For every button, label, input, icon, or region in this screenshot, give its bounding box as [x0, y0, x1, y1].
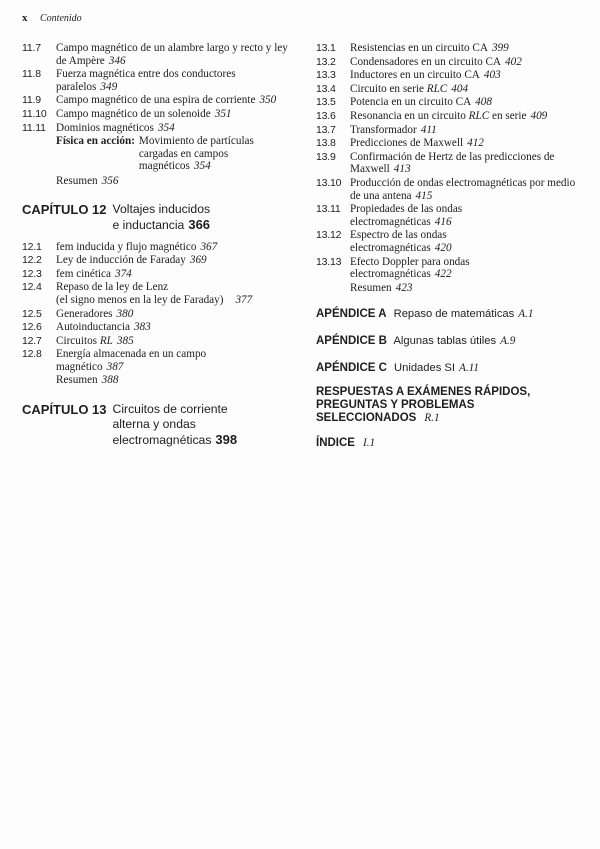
page-header [22, 12, 82, 24]
fisica-title: Movimiento de partículas cargadas en campos magnéticos [138, 135, 254, 173]
resumen-label: Resumen [56, 174, 98, 187]
chapter-title-line: e inductancia [112, 217, 185, 232]
page-ref: 349 [100, 80, 118, 93]
toc-entry[interactable] [22, 335, 297, 348]
page-ref: 412 [467, 137, 484, 150]
resumen-entry[interactable] [56, 374, 297, 387]
section-title: Potencia en un circuito CA [350, 96, 472, 109]
section-title: Confirmación de Hertz de las predicciones de Maxwell [350, 150, 555, 176]
section-title: Generadores [56, 307, 113, 320]
page-ref: I.1 [362, 437, 376, 450]
page-ref: 388 [101, 374, 119, 387]
section-number: 13.12 [316, 229, 342, 242]
section-number: 13.13 [316, 255, 342, 268]
page-ref: 416 [434, 215, 452, 228]
resumen-label: Resumen [350, 281, 392, 294]
running-title: Contenido [40, 13, 82, 24]
toc-entry[interactable] [316, 42, 588, 55]
page-ref: 408 [475, 96, 492, 109]
section-number: 13.2 [316, 55, 336, 68]
toc-entry[interactable] [316, 96, 588, 109]
section-number: 13.7 [316, 123, 336, 136]
resumen-entry[interactable] [56, 175, 297, 188]
page-ref: 411 [420, 123, 437, 136]
toc-left-column [22, 42, 297, 456]
toc-entry[interactable] [22, 348, 297, 373]
page-ref: 350 [259, 94, 277, 107]
page-ref: 402 [505, 55, 522, 68]
toc-entry[interactable] [22, 254, 297, 267]
page-ref: 403 [483, 69, 501, 82]
section-title: Ley de inducción de Faraday [56, 254, 186, 267]
section-title: Fuerza magnética entre dos conductores paralelos [56, 68, 236, 93]
toc-entry[interactable] [22, 281, 297, 306]
index-label: ÍNDICE [316, 437, 355, 450]
chapter-title-line: electromagnéticas [112, 433, 212, 448]
page-ref: A.1 [518, 308, 534, 321]
toc-entry[interactable] [316, 151, 588, 176]
section-number: 12.1 [22, 240, 42, 253]
fisica-label: Física en acción: [56, 135, 135, 148]
chapter-label: CAPÍTULO 13 [22, 402, 107, 418]
section-number: 13.10 [316, 176, 342, 189]
toc-entry[interactable] [316, 56, 588, 69]
section-number: 13.3 [316, 69, 336, 82]
page-ref: 346 [108, 54, 126, 67]
page-ref: 377 [235, 293, 253, 306]
page-ref: 409 [530, 109, 548, 122]
page-ref: R.1 [424, 412, 440, 425]
toc-entry[interactable] [22, 321, 297, 334]
toc-entry[interactable] [22, 108, 297, 121]
section-title: Propiedades de las ondas electromagnéticas [350, 203, 463, 228]
section-title: Resistencias en un circuito CA [350, 42, 488, 54]
section-number: 12.3 [22, 267, 42, 280]
toc-entry[interactable] [316, 229, 588, 254]
page-ref: 415 [415, 189, 433, 202]
appendix-a-entry[interactable] [316, 308, 588, 321]
page-ref: 374 [114, 267, 132, 280]
page-ref: A.9 [500, 335, 516, 348]
page-ref: 380 [116, 307, 134, 320]
chapter-label: CAPÍTULO 12 [22, 201, 107, 217]
appendix-title: Algunas tablas útiles [393, 335, 497, 348]
chapter-page: 366 [188, 216, 211, 232]
page-ref: 399 [491, 42, 509, 54]
section-title-italic: RLC [426, 82, 448, 95]
section-title: Predicciones de Maxwell [350, 137, 464, 150]
section-title-cont: en serie [492, 109, 527, 122]
section-title-cont: (el signo menos en la ley de Faraday) [56, 293, 224, 306]
section-title: Campo magnético de un solenoide [56, 107, 211, 120]
appendix-title: Repaso de matemáticas [393, 308, 515, 321]
section-number: 11.11 [22, 121, 46, 134]
section-title-italic: RLC [468, 109, 490, 122]
page-ref: 385 [116, 334, 134, 347]
page-ref: 413 [393, 163, 411, 176]
section-title: Circuitos [56, 334, 98, 347]
toc-entry[interactable] [316, 69, 588, 82]
section-title: Transformador [350, 123, 417, 136]
appendix-label: APÉNDICE A [316, 308, 387, 321]
toc-entry[interactable] [22, 68, 297, 93]
toc-entry[interactable] [316, 110, 588, 123]
appendix-b-entry[interactable] [316, 335, 588, 348]
section-title: Inductores en un circuito CA [350, 69, 480, 82]
page-ref: 422 [434, 268, 452, 281]
section-title: fem cinética [56, 267, 111, 280]
page-ref: 404 [451, 82, 469, 95]
section-title: Efecto Doppler para ondas electromagnéticas [350, 255, 470, 281]
index-entry[interactable] [316, 437, 588, 450]
section-title: Campo magnético de una espira de corriente [56, 94, 256, 107]
section-number: 13.5 [316, 96, 336, 109]
toc-entry[interactable] [22, 94, 297, 107]
page-ref: 383 [133, 321, 151, 334]
chapter-title-line: alterna y ondas [112, 417, 196, 432]
section-number: 13.11 [316, 203, 341, 216]
page-ref: 354 [193, 160, 211, 173]
section-title-italic: RL [99, 334, 113, 347]
page-ref: 354 [157, 121, 175, 134]
section-number: 12.4 [22, 281, 42, 294]
toc-right-column [316, 42, 588, 450]
section-title: Autoinductancia [56, 321, 130, 334]
section-number: 13.9 [316, 150, 336, 163]
section-number: 11.7 [22, 42, 41, 54]
section-number: 13.6 [316, 109, 336, 122]
appendix-title: Unidades SI [394, 362, 455, 375]
section-number: 13.8 [316, 137, 336, 150]
section-title: Dominios magnéticos [56, 121, 154, 134]
answers-entry[interactable] [316, 386, 588, 425]
section-number: 12.7 [22, 334, 42, 347]
toc-entry[interactable] [316, 177, 588, 202]
fisica-en-accion-entry[interactable] [56, 135, 297, 173]
section-title: Campo magnético de un alambre largo y recto y ley de Ampère [56, 42, 288, 67]
resumen-entry[interactable] [350, 282, 588, 295]
answers-label: RESPUESTAS A EXÁMENES RÁPIDOS, PREGUNTAS Y PROBLEMAS SELECCIONADOS [316, 386, 531, 425]
page-ref: 423 [395, 281, 413, 294]
section-title: fem inducida y flujo magnético [56, 240, 197, 253]
chapter-13-heading[interactable] [22, 402, 297, 448]
chapter-title-line: Voltajes inducidos [112, 201, 211, 216]
chapter-page: 398 [215, 432, 238, 448]
section-number: 12.8 [22, 348, 42, 361]
toc-entry[interactable] [316, 256, 588, 281]
toc-entry[interactable] [316, 137, 588, 150]
page-ref: 356 [101, 174, 119, 187]
section-title: Repaso de la ley de Lenz [56, 281, 169, 294]
section-number: 12.5 [22, 307, 42, 320]
resumen-label: Resumen [56, 374, 98, 387]
appendix-label: APÉNDICE B [316, 335, 387, 348]
appendix-label: APÉNDICE C [316, 362, 387, 375]
chapter-12-heading[interactable] [22, 202, 297, 233]
appendix-c-entry[interactable] [316, 362, 588, 375]
section-number: 11.8 [22, 68, 41, 81]
toc-entry[interactable] [22, 42, 297, 67]
section-number: 13.1 [316, 42, 336, 54]
section-number: 11.10 [22, 107, 47, 120]
page-ref: 420 [434, 241, 452, 254]
page-ref: 351 [214, 107, 232, 120]
page-ref: A.11 [459, 362, 479, 375]
section-number: 11.9 [22, 94, 41, 107]
toc-entry[interactable] [316, 124, 588, 137]
toc-entry[interactable] [22, 241, 297, 254]
section-title: Circuito en serie [350, 82, 424, 95]
section-title: Producción de ondas electromagnéticas por medio de una antena [350, 176, 576, 202]
section-title: Resonancia en un circuito [350, 109, 466, 122]
section-title: Condensadores en un circuito CA [350, 55, 501, 68]
chapter-title-line: Circuitos de corriente [112, 402, 228, 417]
section-number: 12.6 [22, 321, 42, 334]
section-title: Energía almacenada en un campo magnético [56, 348, 207, 373]
section-number: 13.4 [316, 82, 336, 95]
section-title: Espectro de las ondas electromagnéticas [350, 229, 447, 254]
page-ref: 387 [106, 360, 124, 373]
page-ref: 369 [189, 254, 207, 267]
toc-entry[interactable] [22, 308, 297, 321]
page-ref: 367 [200, 240, 218, 253]
page-number: x [22, 12, 28, 24]
toc-entry[interactable] [22, 122, 297, 135]
section-number: 12.2 [22, 254, 42, 267]
toc-entry[interactable] [316, 203, 588, 228]
toc-entry[interactable] [22, 268, 297, 281]
toc-entry[interactable] [316, 83, 588, 96]
